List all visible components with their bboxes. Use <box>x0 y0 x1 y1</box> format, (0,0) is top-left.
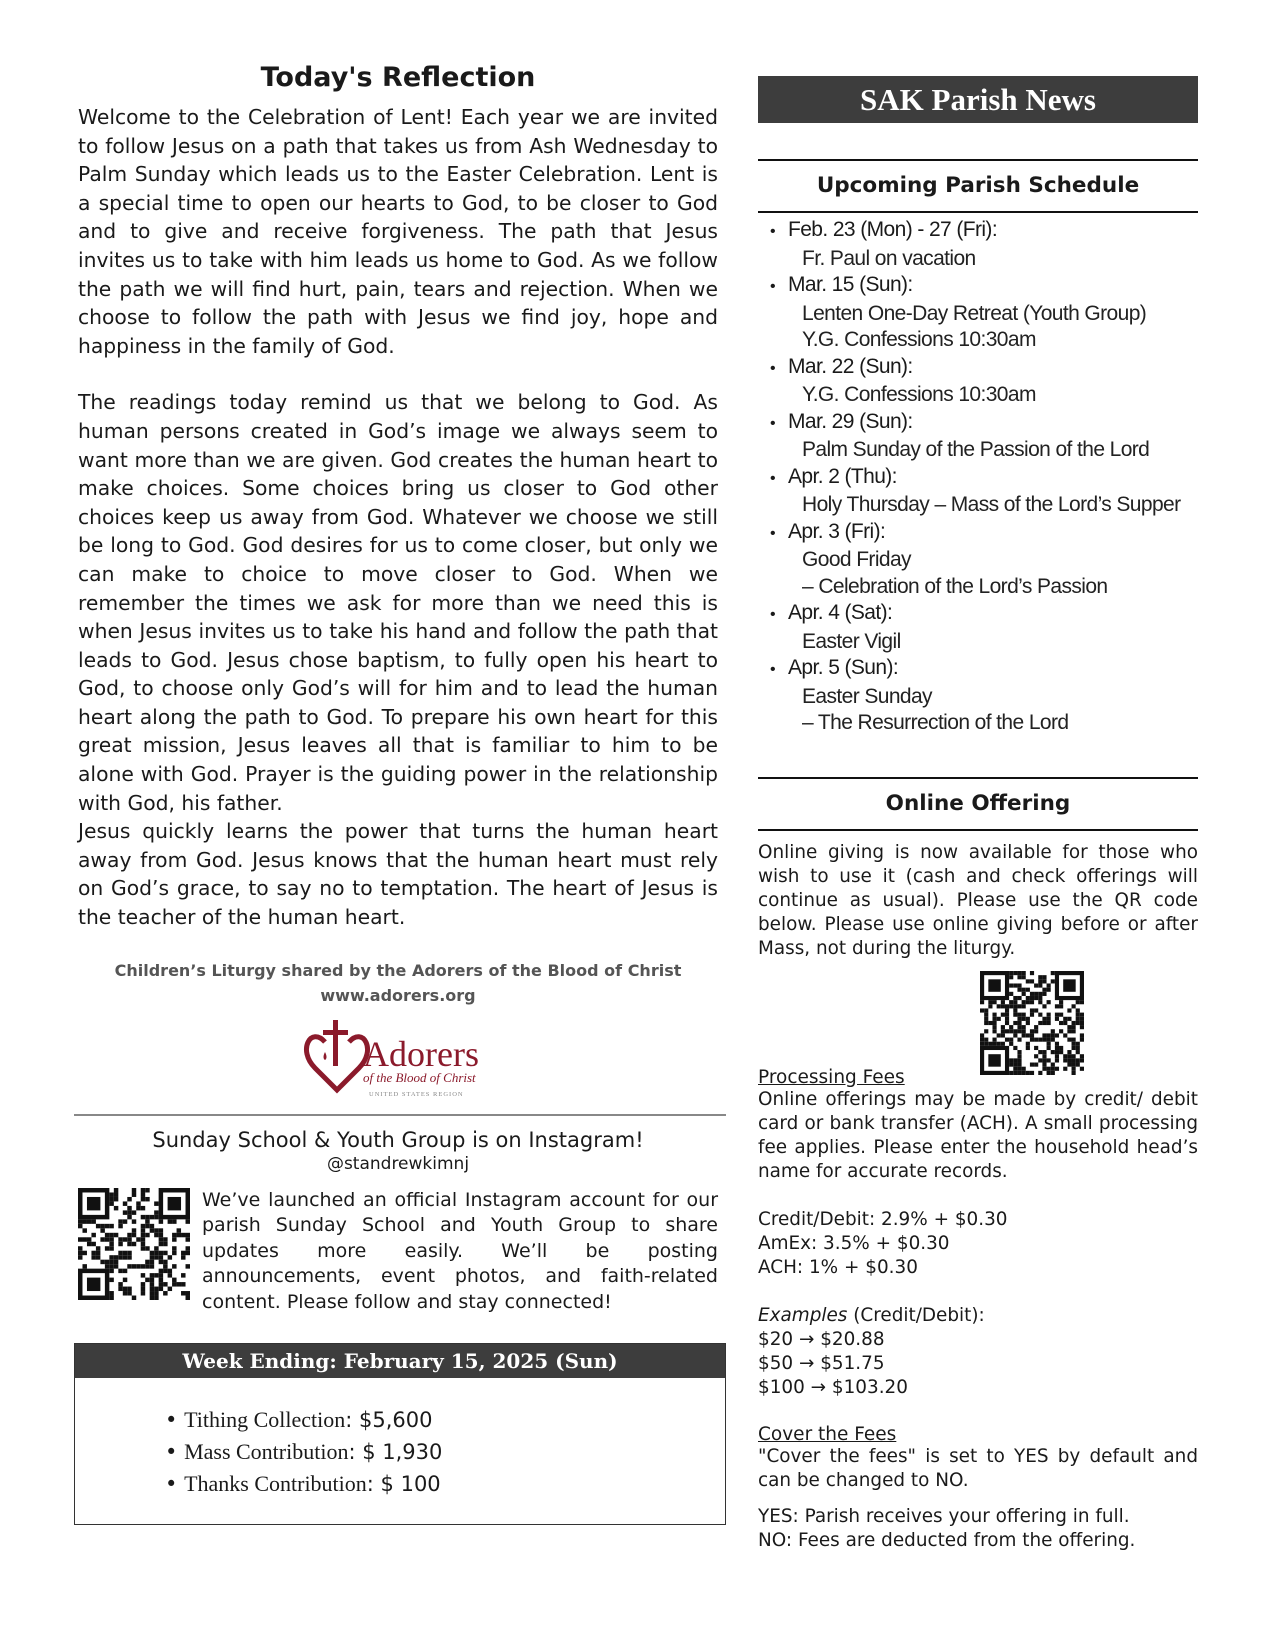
left-column <box>78 62 718 1525</box>
schedule-date: • Feb. 23 (Mon) - 27 (Fri): <box>770 217 1198 246</box>
schedule-heading: Upcoming Parish Schedule <box>758 159 1198 213</box>
schedule-event: Good Friday <box>802 548 911 571</box>
collection-amount: $ 100 <box>380 1472 441 1497</box>
schedule-item <box>770 655 1198 737</box>
collection-amount: $5,600 <box>358 1408 433 1433</box>
schedule-date: • Mar. 15 (Sun): <box>770 272 1198 301</box>
logo-subtitle: of the Blood of Christ <box>363 1069 476 1085</box>
processing-fees-body: Online offerings may be made by credit/ debit card or bank transfer (ACH). A small processing fee applies. Please enter the household head’s name for accurate records. <box>758 1088 1198 1182</box>
schedule-event: Y.G. Confessions 10:30am <box>802 328 1036 351</box>
reflection-body <box>78 103 718 932</box>
collection-label: Mass Contribution <box>184 1439 349 1465</box>
cover-fees-no: NO: Fees are deducted from the offering. <box>758 1529 1136 1551</box>
schedule-item <box>770 354 1198 409</box>
example-item: $100 → $103.20 <box>758 1376 908 1398</box>
schedule-event: – Celebration of the Lord’s Passion <box>802 574 1108 598</box>
schedule-date: • Apr. 4 (Sat): <box>770 600 1198 629</box>
schedule-event: – The Resurrection of the Lord <box>802 711 1069 734</box>
collection-label: Tithing Collection <box>184 1407 346 1433</box>
list-item: • Mass Contribution: $ 1,930 <box>165 1439 443 1465</box>
schedule-date: • Mar. 22 (Sun): <box>770 354 1198 383</box>
offering-intro: Online giving is now available for those who wish to use it (cash and check offerings will continue as usual). Please use the QR code below. Please use online giving before or after Mass, not during the liturgy. <box>758 841 1198 959</box>
schedule-event: Y.G. Confessions 10:30am <box>802 383 1036 406</box>
liturgy-credit: Children’s Liturgy shared by the Adorers of the Blood of Christ <box>114 960 682 980</box>
cover-fees-body: "Cover the fees" is set to YES by default and can be changed to NO. <box>758 1445 1198 1491</box>
schedule-item <box>770 519 1198 601</box>
heart-cross-icon <box>306 1020 367 1090</box>
online-offering-heading: Online Offering <box>758 777 1198 831</box>
schedule-event: Fr. Paul on vacation <box>802 246 976 270</box>
schedule-item <box>770 217 1198 272</box>
cover-fees-heading: Cover the Fees <box>758 1423 897 1445</box>
schedule-item <box>770 600 1198 655</box>
cover-fees-yes: YES: Parish receives your offering in full. <box>758 1505 1130 1527</box>
schedule-date: • Apr. 5 (Sun): <box>770 655 1198 684</box>
schedule-list <box>758 217 1198 737</box>
schedule-event: Palm Sunday of the Passion of the Lord <box>802 438 1150 461</box>
schedule-date: • Apr. 3 (Fri): <box>770 519 1198 548</box>
schedule-event: Easter Sunday <box>802 684 932 708</box>
logo-wordmark: Adorers <box>363 1033 479 1074</box>
collection-list <box>165 1404 725 1500</box>
fee-item: AmEx: 3.5% + $0.30 <box>758 1232 950 1254</box>
instagram-title: Sunday School & Youth Group is on Instagram! <box>152 1127 644 1152</box>
list-item: • Tithing Collection: $5,600 <box>165 1407 433 1433</box>
reflection-paragraph: Jesus quickly learns the power that turns the human heart away from God. Jesus knows that the human heart must rely on God’s grace, to say no to temptation. The heart of Jesus is the teacher of the human heart. <box>78 819 718 930</box>
schedule-item <box>770 464 1198 519</box>
instagram-body: We’ve launched an official Instagram account for our parish Sunday School and Youth Group to share updates more easily. We’ll be posting announcements, event photos, and faith-related content. Please follow and stay connected! <box>202 1188 718 1313</box>
processing-fees-heading: Processing Fees <box>758 1066 905 1088</box>
schedule-date: • Apr. 2 (Thu): <box>770 464 1198 493</box>
week-ending-box <box>74 1343 726 1525</box>
parish-news-banner: SAK Parish News <box>758 76 1198 123</box>
instagram-qr-icon[interactable] <box>78 1188 190 1304</box>
collection-amount: $ 1,930 <box>362 1440 443 1465</box>
collection-label: Thanks Contribution <box>184 1471 367 1497</box>
schedule-event: Lenten One-Day Retreat (Youth Group) <box>802 301 1147 325</box>
fee-list <box>758 1208 1198 1280</box>
instagram-row <box>78 1188 718 1316</box>
reflection-paragraph: Welcome to the Celebration of Lent! Each year we are invited to follow Jesus on a path that takes us from Ash Wednesday to Palm Sunday which leads us to the Easter Celebration. Lent is a special time to open our hearts to God, to be closer to God and to give and receive forgiveness. The path that Jesus invites us to take with him leads us home to God. As we follow the path we will find hurt, pain, tears and rejection. When we choose to follow the path with Jesus we find joy, hope and happiness in the family of God. <box>78 105 718 358</box>
logo-region: UNITED STATES REGION <box>369 1090 464 1098</box>
schedule-event: Easter Vigil <box>802 629 901 653</box>
schedule-event: Holy Thursday – Mass of the Lord’s Supper <box>802 493 1181 516</box>
examples-heading <box>758 1304 1198 1328</box>
examples-suffix: (Credit/Debit): <box>847 1304 985 1326</box>
examples-label: Examples <box>758 1304 848 1326</box>
list-item: • Thanks Contribution: $ 100 <box>165 1471 441 1497</box>
adorers-logo <box>303 1016 493 1106</box>
fee-item: Credit/Debit: 2.9% + $0.30 <box>758 1208 1008 1230</box>
instagram-handle[interactable]: @standrewkimnj <box>326 1153 470 1174</box>
schedule-item <box>770 409 1198 464</box>
reflection-paragraph: The readings today remind us that we belong to God. As human persons created in God’s image we always seem to want more than we are given. God creates the human heart to make choices. Some choices bring us closer to God other choices keep us away from God. Whatever we choose we still be long to God. God desires for us to come closer, but only we can make to choice to move closer to God. When we remember the times we ask for more than we need this is when Jesus invites us to take his hand and follow the path that leads to God. Jesus chose baptism, to fully open his heart to God, to choose only God’s will for him and to lead the human heart along the path to God. To prepare his own heart for this great mission, Jesus leaves all that is familiar to him to be alone with God. Prayer is the guiding power in the relationship with God, his father. <box>78 390 718 815</box>
week-ending-heading: Week Ending: February 15, 2025 (Sun) <box>75 1344 725 1378</box>
liturgy-credit-block <box>78 958 718 1106</box>
schedule-date: • Mar. 29 (Sun): <box>770 409 1198 438</box>
example-item: $20 → $20.88 <box>758 1328 885 1350</box>
right-column <box>758 76 1198 1553</box>
liturgy-url[interactable]: www.adorers.org <box>320 985 476 1005</box>
online-offering-section <box>758 841 1198 1553</box>
offering-qr-icon[interactable] <box>980 971 1198 1079</box>
reflection-title: Today's Reflection <box>260 62 536 93</box>
example-item: $50 → $51.75 <box>758 1352 885 1374</box>
schedule-item <box>770 272 1198 354</box>
fee-item: ACH: 1% + $0.30 <box>758 1256 918 1278</box>
examples-list <box>758 1304 1198 1400</box>
divider <box>74 1114 726 1116</box>
